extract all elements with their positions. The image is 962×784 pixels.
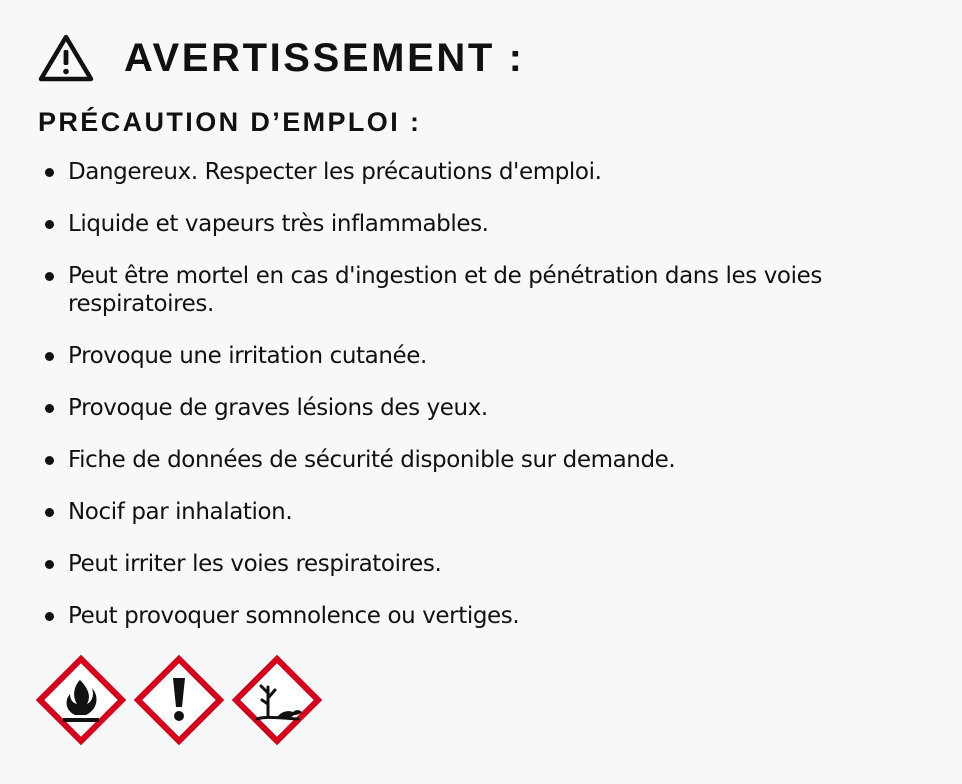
list-item: Dangereux. Respecter les précautions d'emploi.: [40, 158, 955, 186]
section-title: PRÉCAUTION D’EMPLOI :: [38, 107, 422, 137]
environment-hazard-icon: [232, 655, 322, 745]
list-item: Peut irriter les voies respiratoires.: [40, 550, 955, 578]
warning-list: [40, 158, 955, 654]
exclamation-hazard-icon: [134, 655, 224, 745]
hazard-pictograms: [36, 655, 322, 745]
bullet-icon: [45, 508, 54, 517]
page-title: AVERTISSEMENT :: [124, 36, 525, 80]
list-item: Provoque une irritation cutanée.: [40, 342, 955, 370]
warning-header: [38, 28, 525, 88]
list-item: Peut être mortel en cas d'ingestion et de pénétration dans les voies respiratoires.: [40, 262, 955, 318]
bullet-icon: [45, 352, 54, 361]
warning-triangle-icon: [38, 33, 94, 83]
bullet-icon: [45, 168, 54, 177]
bullet-icon: [45, 404, 54, 413]
bullet-icon: [45, 272, 54, 281]
bullet-icon: [45, 456, 54, 465]
list-item: Fiche de données de sécurité disponible sur demande.: [40, 446, 955, 474]
bullet-icon: [45, 560, 54, 569]
list-item: Provoque de graves lésions des yeux.: [40, 394, 955, 422]
list-item: Liquide et vapeurs très inflammables.: [40, 210, 955, 238]
flame-hazard-icon: [36, 655, 126, 745]
bullet-icon: [45, 612, 54, 621]
list-item: Peut provoquer somnolence ou vertiges.: [40, 602, 955, 630]
list-item: Nocif par inhalation.: [40, 498, 955, 526]
bullet-icon: [45, 220, 54, 229]
